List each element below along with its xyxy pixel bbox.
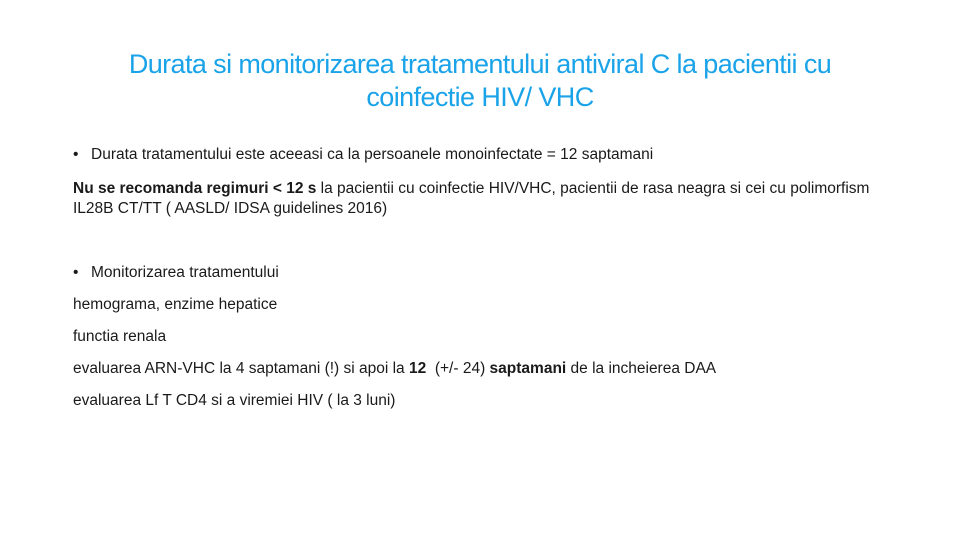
monitoring-item-1: hemograma, enzime hepatice (73, 296, 278, 313)
recommendation-bold: Nu se recomanda regimuri < 12 s (73, 180, 317, 197)
monitoring-item-3-part2: (+/- 24) (426, 360, 490, 377)
monitoring-item-3-part3: de la incheierea DAA (566, 360, 717, 377)
bullet-symbol: • (73, 264, 79, 281)
slide-body (73, 145, 893, 423)
slide-title (40, 48, 920, 114)
monitoring-item-3-bold1: 12 (408, 360, 427, 377)
bullet-duration (73, 145, 893, 165)
recommendation-paragraph (73, 179, 893, 219)
monitoring-item-4: evaluarea Lf T CD4 si a viremiei HIV ( la 3 luni) (73, 392, 396, 409)
spacer (73, 219, 893, 263)
monitoring-item-3 (73, 359, 893, 379)
title-line-2: coinfectie HIV/ VHC (366, 82, 594, 112)
bullet-monitoring (73, 263, 893, 283)
bullet-monitoring-text: Monitorizarea tratamentului (91, 264, 279, 281)
bullet-symbol: • (73, 146, 79, 163)
monitoring-item-3-bold2: saptamani (489, 360, 567, 377)
monitoring-item-2: functia renala (73, 328, 167, 345)
recommendation-rest: la pacientii cu coinfectie HIV/VHC, pacientii de rasa neagra si cei cu polimorfism IL28B CT/TT ( AASLD/ IDSA guidelines 2016) (73, 180, 870, 217)
bullet-duration-text: Durata tratamentului este aceeasi ca la persoanele monoinfectate = 12 saptamani (91, 146, 654, 163)
monitoring-item-3-part1: evaluarea ARN-VHC la 4 saptamani (!) si apoi la (73, 360, 409, 377)
title-line-1: Durata si monitorizarea tratamentului antiviral C la pacientii cu (128, 49, 832, 79)
